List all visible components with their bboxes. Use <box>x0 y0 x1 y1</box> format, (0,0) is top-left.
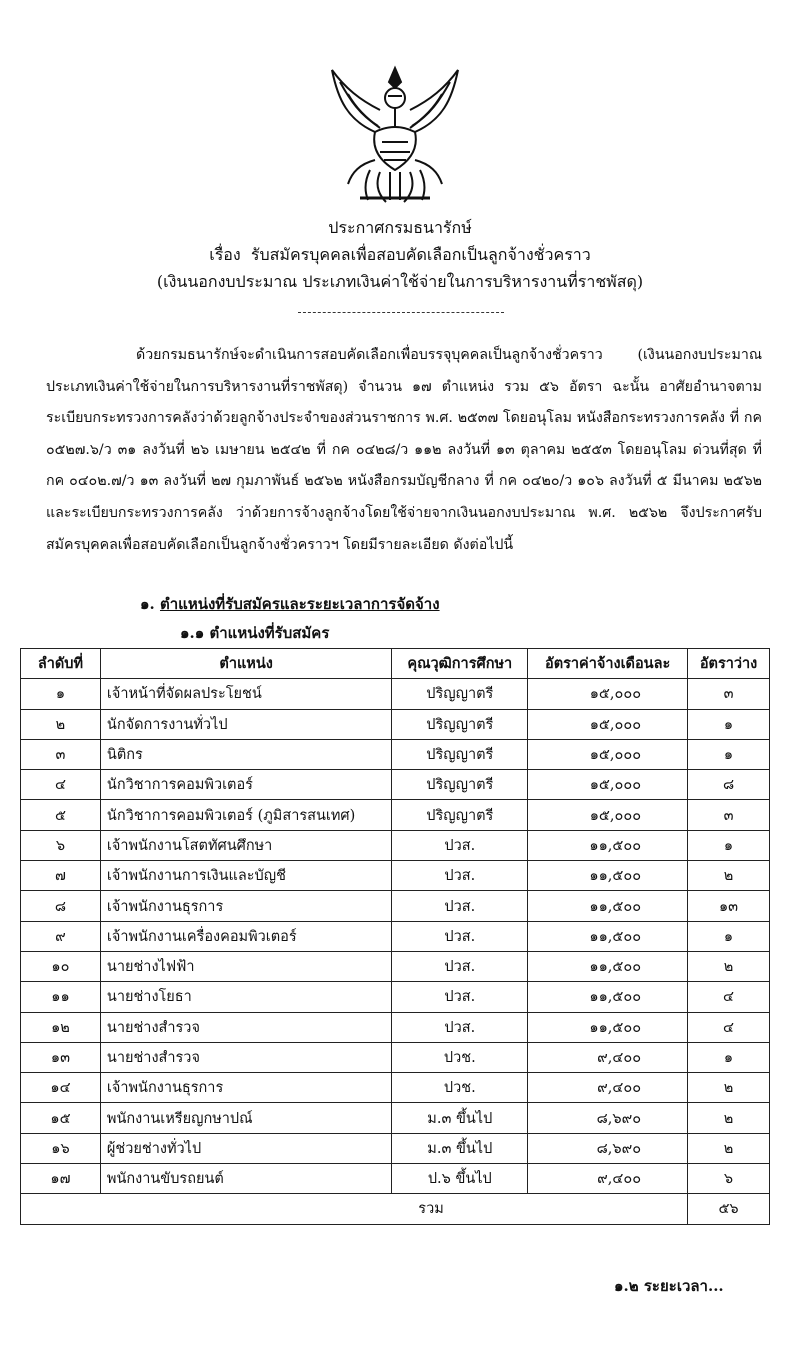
continuation-note: ๑.๒ ระยะเวลา... <box>614 1277 724 1295</box>
table-row <box>21 1133 770 1163</box>
cell-education: ปวช. <box>392 1073 528 1103</box>
cell-vacancies: ๘ <box>688 770 770 800</box>
cell-salary: ๙,๔๐๐ <box>528 1073 688 1103</box>
cell-salary: ๘,๖๙๐ <box>528 1133 688 1163</box>
announcement-subject-line <box>0 241 800 268</box>
cell-seq: ๙ <box>21 921 101 951</box>
cell-position: เจ้าพนักงานธุรการ <box>100 1073 391 1103</box>
cell-position: นิติกร <box>100 739 391 769</box>
cell-seq: ๑๔ <box>21 1073 101 1103</box>
cell-vacancies: ๒ <box>688 861 770 891</box>
cell-vacancies: ๑ <box>688 739 770 769</box>
cell-position: นักวิชาการคอมพิวเตอร์ <box>100 770 391 800</box>
cell-position: เจ้าพนักงานธุรการ <box>100 891 391 921</box>
cell-education: ปวส. <box>392 982 528 1012</box>
cell-seq: ๖ <box>21 830 101 860</box>
cell-salary: ๑๑,๕๐๐ <box>528 982 688 1012</box>
table-row <box>21 709 770 739</box>
section-heading-1-1: ๑.๑ ตำแหน่งที่รับสมัคร <box>180 624 330 642</box>
section-title: ตำแหน่งที่รับสมัครและระยะเวลาการจัดจ้าง <box>159 595 440 613</box>
table-row <box>21 679 770 709</box>
cell-seq: ๑ <box>21 679 101 709</box>
cell-salary: ๑๕,๐๐๐ <box>528 770 688 800</box>
cell-education: ปวส. <box>392 891 528 921</box>
cell-seq: ๑๕ <box>21 1103 101 1133</box>
separator-line <box>298 312 504 313</box>
cell-salary: ๑๑,๕๐๐ <box>528 1012 688 1042</box>
cell-seq: ๒ <box>21 709 101 739</box>
subject-prefix: เรื่อง <box>209 245 241 264</box>
header-education: คุณวุฒิการศึกษา <box>392 649 528 679</box>
header-vacancies: อัตราว่าง <box>688 649 770 679</box>
cell-salary: ๑๕,๐๐๐ <box>528 800 688 830</box>
cell-salary: ๙,๔๐๐ <box>528 1042 688 1072</box>
cell-seq: ๑๐ <box>21 951 101 981</box>
cell-education: ปวส. <box>392 921 528 951</box>
cell-education: ม.๓ ขึ้นไป <box>392 1133 528 1163</box>
cell-vacancies: ๑ <box>688 830 770 860</box>
positions-table <box>20 648 770 1225</box>
cell-education: ม.๓ ขึ้นไป <box>392 1103 528 1133</box>
cell-vacancies: ๒ <box>688 951 770 981</box>
cell-vacancies: ๖ <box>688 1164 770 1194</box>
cell-salary: ๑๑,๕๐๐ <box>528 861 688 891</box>
cell-salary: ๑๑,๕๐๐ <box>528 951 688 981</box>
cell-salary: ๑๑,๕๐๐ <box>528 921 688 951</box>
body-text: ด้วยกรมธนารักษ์จะดำเนินการสอบคัดเลือกเพื่อบรรจุบุคคลเป็นลูกจ้างชั่วคราว (เงินนอกงบประมาณ ประเภทเงินค่าใช้จ่ายในการบริหารงานที่ราชพัสดุ) จำนวน ๑๗ ตำแหน่ง รวม ๕๖ อัตรา ฉะนั้น อาศัยอำนาจตามระเบียบกระทรวงการคลังว่าด้วยลูกจ้างประจำของส่วนราชการ พ.ศ. ๒๕๓๗ โดยอนุโลม หนังสือกระทรวงการคลัง ที่ กค ๐๕๒๗.๖/ว ๓๑ ลงวันที่ ๒๖ เมษายน ๒๕๔๒ ที่ กค ๐๔๒๘/ว ๑๑๒ ลงวันที่ ๑๓ ตุลาคม ๒๕๕๓ โดยอนุโลม ด่วนที่สุด ที่ กค ๐๔๐๒.๗/ว ๑๓ ลงวันที่ ๒๗ กุมภาพันธ์ ๒๕๖๒ หนังสือกรมบัญชีกลาง ที่ กค ๐๔๒๐/ว ๑๐๖ ลงวันที่ ๕ มีนาคม ๒๕๖๒ และระเบียบกระทรวงการคลัง ว่าด้วยการจ้างลูกจ้างโดยใช้จ่ายจากเงินนอกงบประมาณ พ.ศ. ๒๕๖๒ จึงประกาศรับสมัครบุคคลเพื่อสอบคัดเลือกเป็นลูกจ้างชั่วคราวฯ โดยมีรายละเอียด ดังต่อไปนี้ <box>46 347 762 553</box>
cell-vacancies: ๒ <box>688 1103 770 1133</box>
cell-vacancies: ๒ <box>688 1073 770 1103</box>
cell-vacancies: ๔ <box>688 982 770 1012</box>
cell-seq: ๔ <box>21 770 101 800</box>
cell-seq: ๑๖ <box>21 1133 101 1163</box>
cell-vacancies: ๑ <box>688 921 770 951</box>
table-body <box>21 679 770 1194</box>
header-salary: อัตราค่าจ้างเดือนละ <box>528 649 688 679</box>
cell-position: ผู้ช่วยช่างทั่วไป <box>100 1133 391 1163</box>
cell-seq: ๕ <box>21 800 101 830</box>
header-position: ตำแหน่ง <box>100 649 391 679</box>
cell-education: ปริญญาตรี <box>392 770 528 800</box>
table-row <box>21 982 770 1012</box>
cell-seq: ๑๒ <box>21 1012 101 1042</box>
cell-position: นายช่างโยธา <box>100 982 391 1012</box>
cell-vacancies: ๓ <box>688 679 770 709</box>
cell-education: ปริญญาตรี <box>392 709 528 739</box>
cell-position: พนักงานขับรถยนต์ <box>100 1164 391 1194</box>
cell-education: ปวช. <box>392 1042 528 1072</box>
cell-position: พนักงานเหรียญกษาปณ์ <box>100 1103 391 1133</box>
cell-seq: ๘ <box>21 891 101 921</box>
cell-salary: ๑๕,๐๐๐ <box>528 739 688 769</box>
cell-position: เจ้าพนักงานการเงินและบัญชี <box>100 861 391 891</box>
cell-vacancies: ๓ <box>688 800 770 830</box>
cell-vacancies: ๔ <box>688 1012 770 1042</box>
table-header-row <box>21 649 770 679</box>
table-row <box>21 861 770 891</box>
table-total-row <box>21 1194 770 1224</box>
table-row <box>21 739 770 769</box>
section-heading-1 <box>140 592 440 616</box>
cell-salary: ๙,๔๐๐ <box>528 1164 688 1194</box>
table-row <box>21 1073 770 1103</box>
cell-vacancies: ๑ <box>688 1042 770 1072</box>
cell-seq: ๓ <box>21 739 101 769</box>
announcement-issuer: ประกาศกรมธนารักษ์ <box>328 218 472 237</box>
table-row <box>21 1164 770 1194</box>
cell-position: นายช่างไฟฟ้า <box>100 951 391 981</box>
cell-education: ปวส. <box>392 830 528 860</box>
cell-salary: ๑๕,๐๐๐ <box>528 679 688 709</box>
cell-education: ปริญญาตรี <box>392 739 528 769</box>
table-row <box>21 1103 770 1133</box>
cell-education: ปวส. <box>392 951 528 981</box>
table-row <box>21 800 770 830</box>
cell-seq: ๑๑ <box>21 982 101 1012</box>
section-number: ๑. <box>140 595 155 613</box>
total-value: ๕๖ <box>688 1194 770 1224</box>
cell-seq: ๑๗ <box>21 1164 101 1194</box>
cell-salary: ๑๕,๐๐๐ <box>528 709 688 739</box>
cell-position: เจ้าพนักงานโสตทัศนศึกษา <box>100 830 391 860</box>
cell-salary: ๑๑,๕๐๐ <box>528 891 688 921</box>
cell-education: ปริญญาตรี <box>392 800 528 830</box>
cell-position: เจ้าหน้าที่จัดผลประโยชน์ <box>100 679 391 709</box>
cell-education: ปวส. <box>392 861 528 891</box>
cell-seq: ๑๓ <box>21 1042 101 1072</box>
table-row <box>21 830 770 860</box>
cell-position: นายช่างสำรวจ <box>100 1012 391 1042</box>
cell-position: นักจัดการงานทั่วไป <box>100 709 391 739</box>
cell-vacancies: ๒ <box>688 1133 770 1163</box>
announcement-subject: รับสมัครบุคคลเพื่อสอบคัดเลือกเป็นลูกจ้างชั่วคราว <box>250 245 591 264</box>
garuda-emblem-icon <box>320 60 470 210</box>
cell-salary: ๑๑,๕๐๐ <box>528 830 688 860</box>
cell-position: เจ้าพนักงานเครื่องคอมพิวเตอร์ <box>100 921 391 951</box>
cell-salary: ๘,๖๙๐ <box>528 1103 688 1133</box>
cell-education: ปวส. <box>392 1012 528 1042</box>
cell-education: ป.๖ ขึ้นไป <box>392 1164 528 1194</box>
table-row <box>21 1012 770 1042</box>
table-row <box>21 1042 770 1072</box>
cell-seq: ๗ <box>21 861 101 891</box>
cell-position: นักวิชาการคอมพิวเตอร์ (ภูมิสารสนเทศ) <box>100 800 391 830</box>
body-paragraph <box>46 340 762 561</box>
table-row <box>21 891 770 921</box>
total-label: รวม <box>21 1194 688 1224</box>
cell-education: ปริญญาตรี <box>392 679 528 709</box>
announcement-subtitle: (เงินนอกงบประมาณ ประเภทเงินค่าใช้จ่ายในการบริหารงานที่ราชพัสดุ) <box>156 272 644 291</box>
cell-position: นายช่างสำรวจ <box>100 1042 391 1072</box>
table-row <box>21 770 770 800</box>
table-row <box>21 921 770 951</box>
cell-vacancies: ๑๓ <box>688 891 770 921</box>
header-seq: ลำดับที่ <box>21 649 101 679</box>
cell-vacancies: ๑ <box>688 709 770 739</box>
table-row <box>21 951 770 981</box>
